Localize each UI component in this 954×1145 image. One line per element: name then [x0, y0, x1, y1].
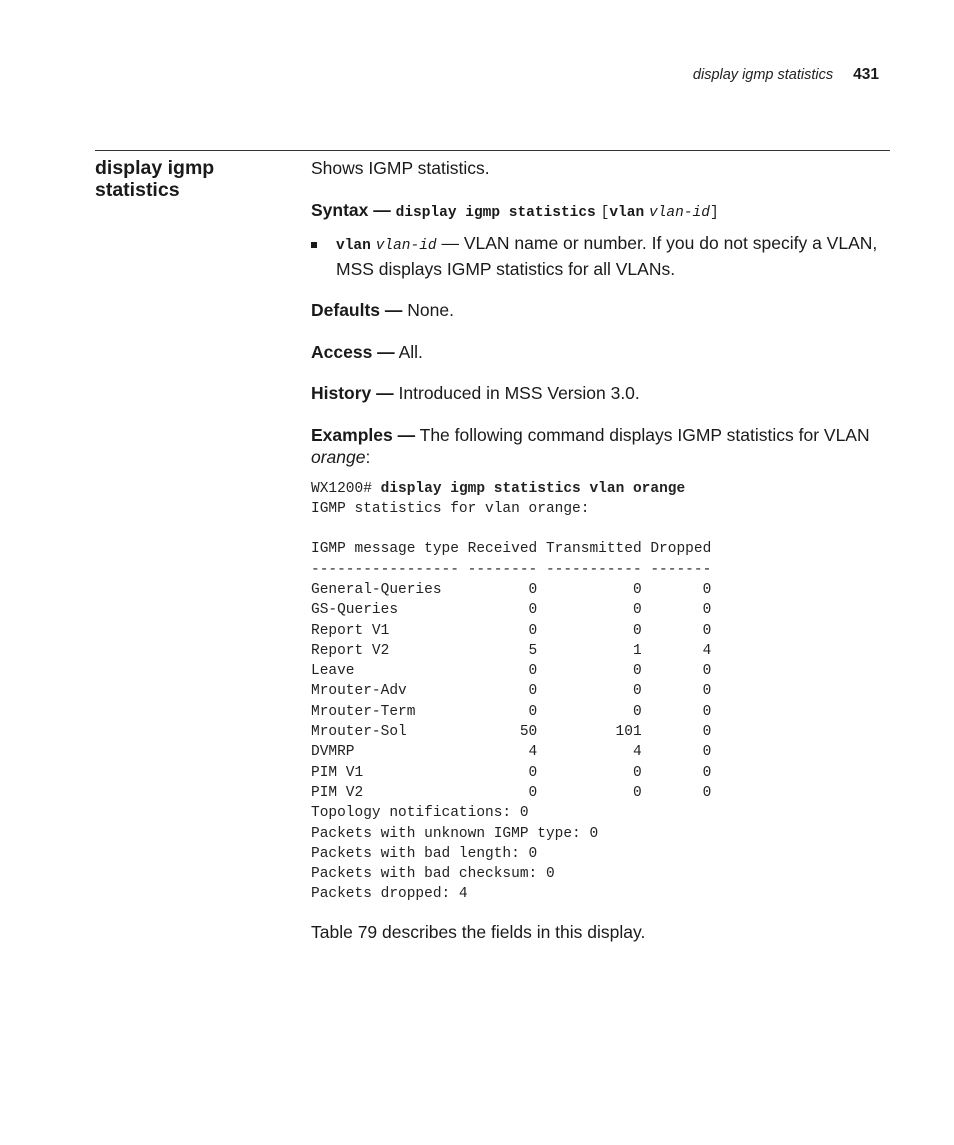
- section-description: Shows IGMP statistics.: [311, 158, 490, 178]
- cli-output-lines: [311, 501, 711, 903]
- section-divider: [95, 150, 890, 151]
- history-value: Introduced in MSS Version 3.0.: [398, 383, 640, 403]
- running-title: display igmp statistics: [692, 67, 834, 83]
- cli-output-line: Topology notifications: 0: [311, 805, 529, 822]
- cli-output-line: Mrouter-Term 0 0 0: [311, 703, 712, 720]
- history-line: [311, 382, 886, 405]
- cli-output-line: GS-Queries 0 0 0: [311, 602, 712, 619]
- param-keyword: vlan: [336, 238, 371, 254]
- cli-output-line: Leave 0 0 0: [311, 663, 712, 680]
- cli-output-line: Report V1 0 0 0: [311, 622, 712, 639]
- cli-output-line: Mrouter-Sol 50 101 0: [311, 724, 712, 741]
- section-content: [311, 157, 886, 943]
- cli-output-line: ----------------- -------- ----------- -------: [311, 561, 712, 578]
- cli-output-line: Mrouter-Adv 0 0 0: [311, 683, 712, 700]
- running-header: [693, 66, 879, 84]
- cli-output-line: IGMP statistics for vlan orange:: [311, 500, 590, 517]
- cli-output-line: Packets with unknown IGMP type: 0: [311, 825, 599, 842]
- cli-output-line: Packets dropped: 4: [311, 886, 468, 903]
- cli-output-line: General-Queries 0 0 0: [311, 581, 712, 598]
- access-label: Access —: [311, 341, 395, 362]
- cli-output-line: IGMP message type Received Transmitted Dropped: [311, 541, 712, 558]
- syntax-close-bracket: ]: [709, 204, 719, 221]
- cli-output-line: Report V2 5 1 4: [311, 642, 712, 659]
- footer-note: Table 79 describes the fields in this display.: [311, 921, 646, 942]
- param-name: vlan-id: [375, 238, 437, 254]
- param-list-item: [311, 232, 886, 280]
- access-line: [311, 341, 886, 364]
- cli-command: display igmp statistics vlan orange: [380, 480, 686, 497]
- examples-text: The following command displays IGMP statistics for VLAN: [419, 424, 870, 445]
- access-value: All.: [398, 341, 423, 362]
- syntax-keyword: vlan: [609, 204, 645, 221]
- syntax-open-bracket: [: [600, 204, 610, 221]
- defaults-value: None.: [407, 300, 454, 320]
- cli-prompt: WX1200#: [311, 480, 381, 497]
- syntax-line: [311, 199, 886, 225]
- param-description-block: [336, 232, 886, 280]
- section-title: display igmp statistics: [95, 157, 215, 201]
- examples-vlan-name: orange: [311, 447, 366, 467]
- history-label: History —: [311, 383, 394, 403]
- defaults-line: [311, 299, 886, 322]
- examples-suffix: :: [365, 447, 371, 467]
- page-number: 431: [853, 66, 879, 83]
- cli-output-line: Packets with bad length: 0: [311, 845, 538, 862]
- cli-output-line: Packets with bad checksum: 0: [311, 866, 555, 883]
- syntax-command: display igmp statistics: [395, 204, 596, 221]
- syntax-label: Syntax —: [311, 199, 391, 220]
- cli-output-line: PIM V2 0 0 0: [311, 784, 712, 801]
- cli-output-line: PIM V1 0 0 0: [311, 764, 712, 781]
- examples-line: [311, 424, 886, 469]
- defaults-label: Defaults —: [311, 300, 403, 320]
- bullet-square-icon: [311, 242, 317, 248]
- cli-output-block: [311, 479, 886, 905]
- syntax-param: vlan-id: [649, 204, 710, 221]
- cli-output-line: DVMRP 4 4 0: [311, 744, 712, 761]
- examples-label: Examples —: [311, 424, 416, 445]
- param-description: — VLAN name or number. If you do not specify a VLAN, MSS displays IGMP statistics for all VLANs.: [336, 233, 878, 279]
